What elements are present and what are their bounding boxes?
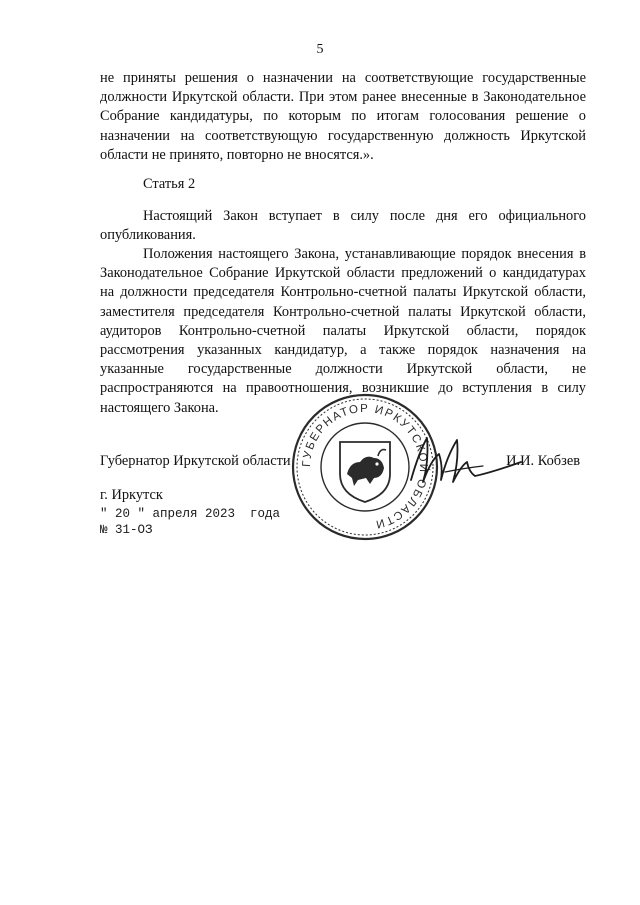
city: г. Иркутск: [100, 487, 163, 503]
page-number: 5: [316, 42, 324, 57]
date-stamp: " 20 " апреля 2023 года: [100, 507, 281, 521]
handwritten-signature-icon: [405, 432, 525, 492]
paragraph-effective-date: Настоящий Закон вступает в силу после дня его официального опубликования.: [100, 208, 586, 244]
paragraph-continuation: не приняты решения о назначении на соответствующие государственные должности Иркутской области. При этом ранее внесенные в Законодательное Собрание кандидатуры, по которым по итогам голосования решение о назначении на соответствующую государственную должность Иркутской области не принято, повторно не вносятся.».: [100, 70, 586, 163]
seal-text: ГУБЕРНАТОР ИРКУТСКОЙ ОБЛАСТИ: [300, 402, 430, 531]
law-number: № 31-ОЗ: [100, 523, 153, 537]
paragraph-provisions: Положения настоящего Закона, устанавливающие порядок внесения в Законодательное Собрание Иркутской области предложений о кандидатурах на должности председателя Контрольно-счетной палаты Иркутской области, заместителя председателя Контрольно-счетной палаты Иркутской области, аудиторов Контрольно-счетной палаты Иркутской области, порядок рассмотрения указанных кандидатур, а также порядок назначения на указанные государственные должности Иркутской области, не распространяются на правоотношения, возникшие до вступления в силу настоящего Закона.: [100, 246, 586, 416]
governor-name: И.И. Кобзев: [506, 453, 580, 469]
article-heading: Статья 2: [143, 176, 196, 192]
governor-title: Губернатор Иркутской области: [100, 453, 291, 469]
